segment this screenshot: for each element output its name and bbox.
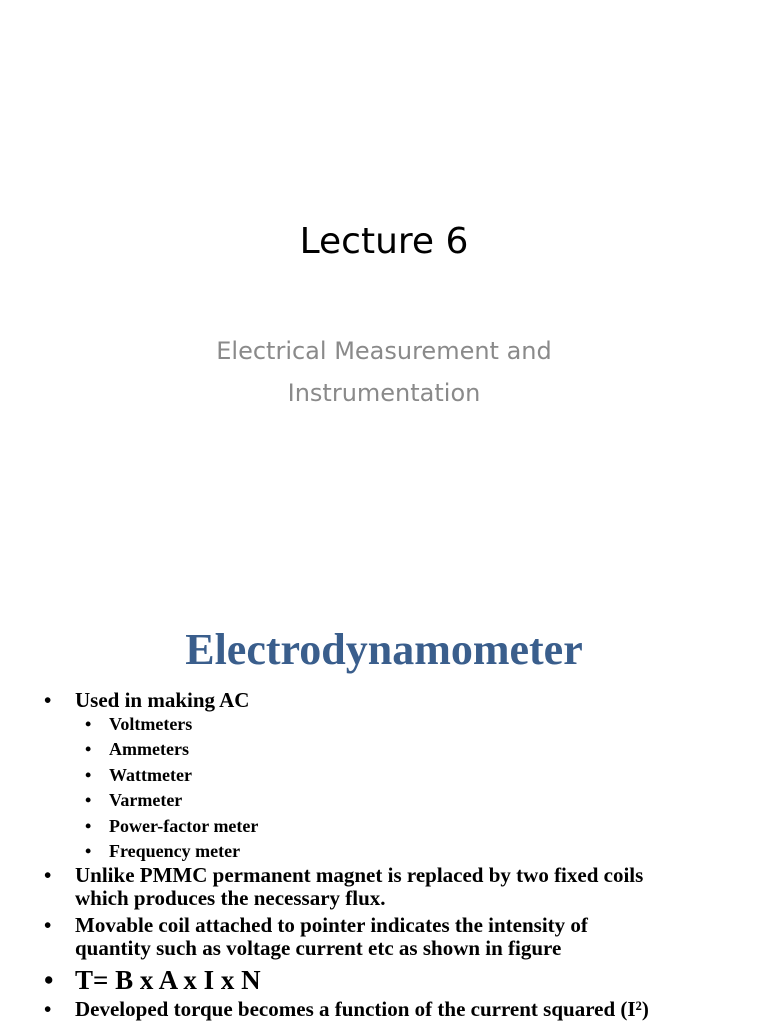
- sub-bullet-item: [0, 814, 768, 839]
- bullet-item-movable-coil: [0, 914, 768, 960]
- bullet-icon: •: [85, 841, 92, 862]
- bullet-icon: •: [85, 764, 92, 785]
- bullet-item-torque-formula: [0, 964, 768, 996]
- bullet-text: Used in making AC: [75, 688, 250, 712]
- sub-bullet-text: Varmeter: [109, 790, 183, 811]
- sub-bullet-item: [0, 737, 768, 762]
- bullet-text-line-1: Unlike PMMC permanent magnet is replaced by two fixed coils: [75, 863, 644, 888]
- bullet-text-line-2: which produces the necessary flux.: [75, 886, 386, 911]
- bullet-item-torque-current: [0, 998, 768, 1021]
- sub-bullet-item: [0, 712, 768, 737]
- sub-bullet-text: Power-factor meter: [109, 815, 259, 836]
- sub-bullet-text: Wattmeter: [109, 764, 192, 785]
- bullet-text-line-1: Movable coil attached to pointer indicates the intensity of: [75, 913, 588, 938]
- slide-title: Lecture 6: [299, 221, 469, 262]
- bullet-icon: •: [85, 714, 92, 734]
- bullet-list: [0, 689, 768, 1021]
- sub-bullet-text: Voltmeters: [109, 714, 193, 734]
- bullet-text: Developed torque becomes a function of the current squared (I²): [75, 997, 649, 1022]
- bullet-item-ac-uses: [0, 689, 768, 712]
- subtitle-line-1: Electrical Measurement and: [216, 337, 552, 365]
- subtitle-line-2: Instrumentation: [287, 379, 481, 407]
- sub-bullet-text: Frequency meter: [109, 841, 241, 862]
- bullet-icon: •: [44, 913, 52, 938]
- bullet-icon: •: [44, 997, 52, 1022]
- sub-bullet-item: [0, 763, 768, 788]
- bullet-icon: •: [44, 688, 52, 712]
- bullet-icon: •: [85, 815, 92, 836]
- sub-bullet-item: [0, 788, 768, 813]
- bullet-icon: •: [44, 863, 52, 888]
- content-slide: [0, 576, 768, 1024]
- torque-formula: T= B x A x I x N: [75, 965, 261, 996]
- sub-bullet-text: Ammeters: [109, 739, 189, 760]
- bullet-item-fixed-coils: [0, 864, 768, 910]
- bullet-text-line-2: quantity such as voltage current etc as shown in figure: [75, 936, 562, 961]
- slide-heading: Electrodynamometer: [185, 625, 583, 674]
- slide-subtitle: [134, 330, 634, 414]
- bullet-icon: •: [44, 965, 54, 996]
- sub-bullet-item: [0, 839, 768, 864]
- bullet-icon: •: [85, 739, 92, 760]
- bullet-icon: •: [85, 790, 92, 811]
